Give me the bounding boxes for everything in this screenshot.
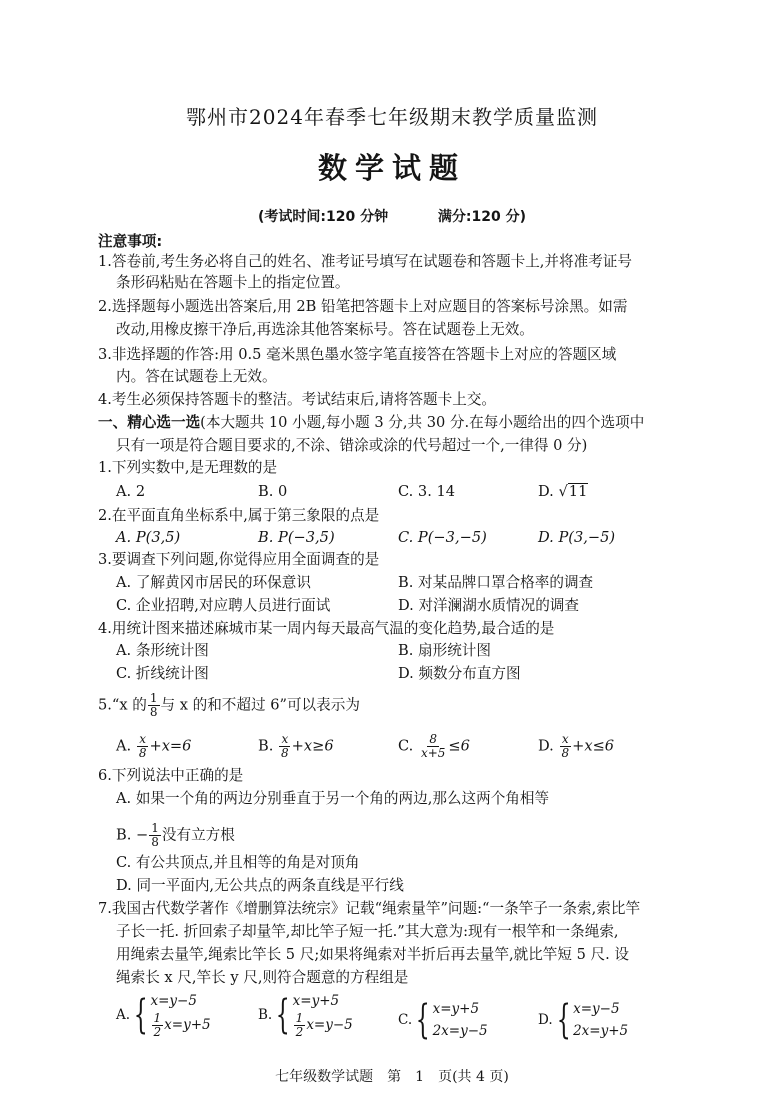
option-label: A. (116, 1006, 131, 1023)
q5-option-d (538, 733, 614, 760)
notice-line: 内。答在试题卷上无效。 (116, 368, 277, 385)
equation: x=y−5 (573, 1001, 620, 1017)
option-label: B. (258, 1006, 273, 1023)
q3-option-b: B. 对某品牌口罩合格率的调查 (398, 574, 594, 591)
question-4-stem: 4.用统计图来描述麻城市某一周内每天最高气温的变化趋势,最合适的是 (98, 620, 555, 637)
left-brace: { (133, 991, 148, 1038)
q6-option-c: C. 有公共顶点,并且相等的角是对顶角 (116, 854, 360, 871)
equation: x=y−5 (150, 993, 197, 1009)
option-expression: +x≤6 (572, 737, 615, 755)
notice-line: 1.答卷前,考生务必将自己的姓名、准考证号填写在试题卷和答题卡上,并将准考证号 (98, 253, 632, 270)
question-7-stem: 7.我国古代数学著作《增删算法统宗》记载“绳索量竿”问题:“一条竿子一条索,索比竿 (98, 900, 641, 917)
q4-option-c: C. 折线统计图 (116, 665, 209, 682)
q4-option-a: A. 条形统计图 (116, 642, 209, 659)
q2-option-b: B. P(−3,5) (258, 529, 335, 546)
option-label: A. (116, 737, 132, 755)
option-text: 没有立方根 (161, 826, 235, 844)
q6-option-a: A. 如果一个角的两边分别垂直于另一个角的两边,那么这两个角相等 (116, 790, 550, 807)
fraction-numerator: 8 (429, 732, 437, 746)
equation (151, 1012, 211, 1039)
q7-option-a (116, 990, 211, 1039)
option-label: D. (538, 737, 554, 755)
q5-option-c (398, 733, 470, 760)
fraction-numerator: x (561, 732, 569, 746)
q1-option-c: C. 3. 14 (398, 483, 456, 500)
exam-title: 鄂州市2024年春季七年级期末教学质量监测 (186, 105, 598, 129)
option-label: B. − (116, 826, 149, 844)
fraction-numerator: 1 (153, 1011, 162, 1025)
fraction-numerator: 1 (149, 691, 158, 705)
q1-option-a: A. 2 (116, 483, 146, 500)
exam-score: 满分:120 分) (437, 209, 526, 225)
equation-system (293, 990, 353, 1039)
exam-meta (0, 206, 784, 226)
fraction (137, 733, 149, 760)
exam-time: (考试时间:120 分钟 (258, 209, 389, 225)
left-brace: { (415, 997, 430, 1043)
q3-option-d: D. 对洋澜湖水质情况的调查 (398, 597, 579, 614)
fraction-denominator: 8 (151, 835, 159, 849)
fraction-denominator: 8 (281, 746, 289, 760)
fraction-denominator: x+5 (420, 746, 446, 760)
q7-option-b (258, 990, 353, 1039)
fraction (419, 733, 447, 760)
section-heading (98, 413, 644, 433)
equation-rest: x=y−5 (306, 1017, 353, 1033)
q2-option-a: A. P(3,5) (116, 529, 181, 546)
option-expression: +x=6 (149, 737, 192, 755)
equation-system (573, 998, 628, 1042)
equation-rest: x=y+5 (164, 1017, 211, 1033)
question-7-stem-cont: 绳索长 x 尺,竿长 y 尺,则符合题意的方程组是 (116, 969, 409, 986)
option-expression: ≤6 (448, 737, 470, 755)
question-3-stem: 3.要调查下列问题,你觉得应用全面调查的是 (98, 551, 380, 568)
q6-option-d: D. 同一平面内,无公共点的两条直线是平行线 (116, 877, 404, 894)
equation: 2x=y+5 (573, 1023, 629, 1039)
notice-line: 3.非选择题的作答:用 0.5 毫米黑色墨水签字笔直接答在答题卡上对应的答题区域 (98, 346, 617, 363)
question-1-stem: 1.下列实数中,是无理数的是 (98, 459, 278, 476)
option-expression: +x≥6 (291, 737, 334, 755)
question-7-stem-cont: 子长一托. 折回索子却量竿,却比竿子短一托.”其大意为:现有一根竿和一条绳索, (116, 923, 619, 940)
fraction-numerator: 1 (295, 1011, 304, 1025)
q4-option-b: B. 扇形统计图 (398, 642, 491, 659)
notice-line: 改动,用橡皮擦干净后,再选涂其他答案标号。答在试题卷上无效。 (116, 321, 534, 338)
fraction (148, 692, 160, 719)
option-label: B. (258, 737, 274, 755)
equation: x=y+5 (432, 1001, 480, 1017)
question-7-stem-cont: 用绳索去量竿,绳索比竿长 5 尺;如果将绳索对半折后再去量竿,就比竿短 5 尺. 设 (116, 946, 630, 963)
q2-option-d: D. P(3,−5) (538, 529, 616, 546)
left-brace: { (275, 991, 290, 1038)
fraction (149, 822, 161, 849)
fraction-denominator: 2 (295, 1025, 304, 1039)
q2-option-c: C. P(−3,−5) (398, 529, 487, 546)
fraction-numerator: 1 (151, 821, 159, 835)
q1-option-d: D. √11 (538, 483, 588, 500)
notice-line: 4.考生必须保持答题卡的整洁。考试结束后,请将答题卡上交。 (98, 391, 497, 408)
subject-title: 数学试题 (317, 151, 466, 185)
option-label: C. (398, 1012, 413, 1028)
notice-heading: 注意事项: (98, 233, 163, 250)
question-2-stem: 2.在平面直角坐标系中,属于第三象限的点是 (98, 507, 380, 524)
section-instructions-cont: 只有一项是符合题目要求的,不涂、错涂或涂的代号超过一个,一律得 0 分) (116, 437, 588, 454)
q5-option-a (116, 733, 191, 760)
option-label: C. (398, 737, 414, 755)
q5-stem-part: 与 x 的和不超过 6”可以表示为 (160, 696, 360, 714)
q5-stem-part: 5.“x 的 (98, 696, 147, 714)
q1-option-d-radicand: 11 (568, 483, 588, 500)
equation-system (433, 998, 488, 1042)
question-5-stem (98, 692, 360, 719)
q3-option-a: A. 了解黄冈市居民的环保意识 (116, 574, 311, 591)
fraction-denominator: 8 (561, 746, 570, 760)
equation: 2x=y−5 (432, 1023, 488, 1039)
left-brace: { (556, 997, 571, 1043)
question-6-stem: 6.下列说法中正确的是 (98, 767, 244, 784)
notice-line: 条形码粘贴在答题卡上的指定位置。 (116, 274, 350, 291)
equation (293, 1012, 353, 1039)
q1-option-b: B. 0 (258, 483, 288, 500)
fraction-denominator: 2 (153, 1025, 162, 1039)
fraction-denominator: 8 (138, 746, 147, 760)
q1-option-d-label: D. (538, 483, 554, 500)
equation: x=y+5 (292, 993, 340, 1009)
fraction (279, 733, 291, 760)
equation-system (151, 990, 211, 1039)
fraction (559, 733, 571, 760)
notice-line: 2.选择题每小题选出答案后,用 2B 铅笔把答题卡上对应题目的答案标号涂黑。如需 (98, 298, 628, 315)
option-label: D. (538, 1012, 553, 1028)
fraction (294, 1012, 306, 1039)
q6-option-b (116, 822, 235, 849)
q7-option-d (538, 998, 628, 1042)
q5-option-b (258, 733, 334, 760)
fraction-denominator: 8 (149, 705, 158, 719)
section-label: 一、精心选一选 (98, 414, 201, 431)
fraction-numerator: x (139, 732, 147, 746)
fraction (152, 1012, 164, 1039)
page-footer: 七年级数学试题 第 1 页(共 4 页) (275, 1069, 509, 1085)
q4-option-d: D. 频数分布直方图 (398, 665, 521, 682)
q3-option-c: C. 企业招聘,对应聘人员进行面试 (116, 597, 331, 614)
q7-option-c (398, 998, 488, 1042)
section-instructions: (本大题共 10 小题,每小题 3 分,共 30 分.在每小题给出的四个选项中 (200, 414, 645, 431)
fraction-numerator: x (281, 732, 289, 746)
